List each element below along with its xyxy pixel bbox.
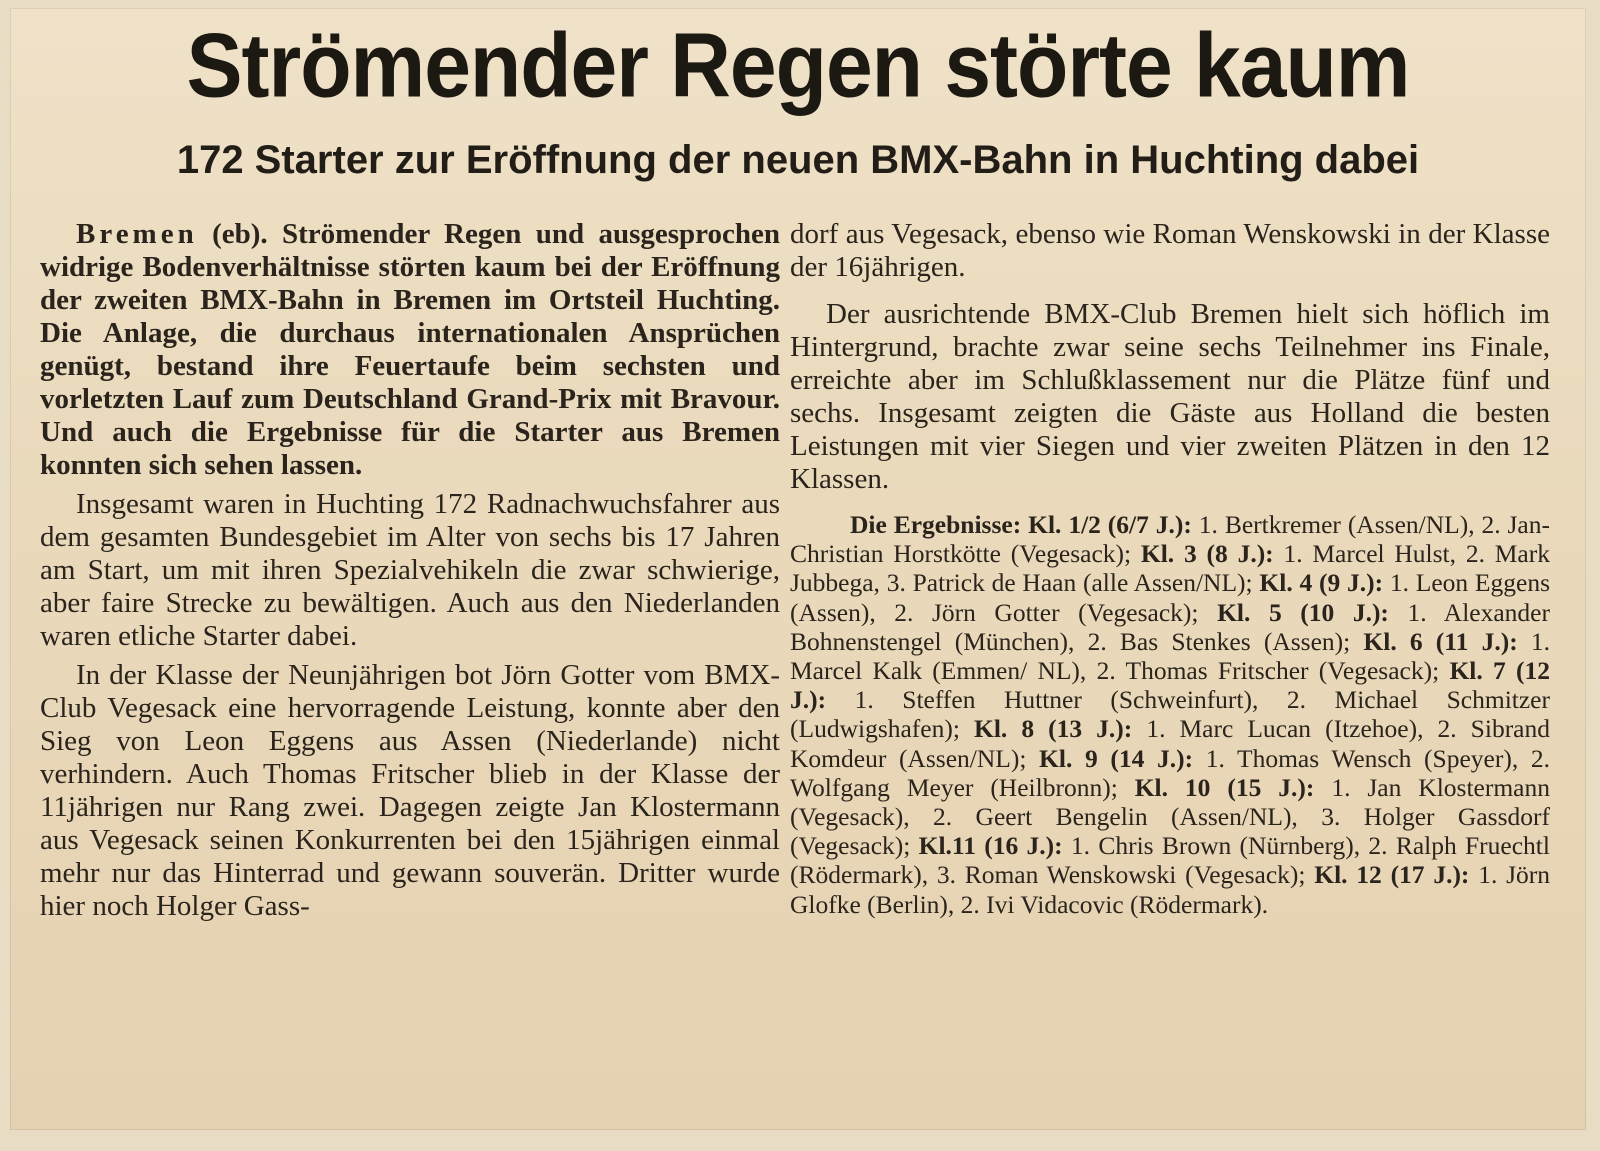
result-entry: 1. Marcel Hulst, 2. Mark Jubbega, 3. Patrick de Haan (alle Assen/NL); (790, 539, 1550, 598)
result-entry: 1. Marcel Kalk (Emmen/ NL), 2. Thomas Fritscher (Vegesack); (790, 626, 1550, 686)
result-entry: 1. Thomas Wensch (Speyer), 2. Wolfgang Meyer (Heilbronn); (790, 743, 1550, 802)
result-class-label: Kl. 10 (15 J.): (1134, 772, 1315, 802)
body-paragraph-2: Insgesamt waren in Huchting 172 Radnachwuchsfahrer aus dem gesamten Bundesgebiet im Alter von sechs bis 17 Jahren am Start, um mit ihren Spezialvehikeln die zwar schwierige, aber faire Strecke zu bewältigen. Auch aus den Niederlanden waren etliche Starter dabei. (40, 488, 780, 652)
result-class-label: Kl. 7 (12 J.): (790, 656, 1550, 715)
result-entry: 1. Jörn Glofke (Berlin), 2. Ivi Vidacovic (Rödermark). (790, 860, 1550, 919)
result-entry: 1. Leon Eggens (Assen), 2. Jörn Gotter (Vegesack); (790, 568, 1550, 627)
body-paragraph-continued: dorf aus Vegesack, ebenso wie Roman Wenskowski in der Klasse der 16jährigen. (790, 218, 1550, 283)
result-class-label: Kl. 9 (14 J.): (1039, 743, 1194, 773)
dateline: Bremen (76, 218, 198, 250)
result-class-label: Kl. 6 (11 J.): (1363, 626, 1518, 656)
result-entry: 1. Jan Klostermann (Vegesack), 2. Geert Bengelin (Assen/NL), 3. Holger Gassdorf (Vegesack); (790, 772, 1550, 861)
body-paragraph-3: In der Klasse der Neunjährigen bot Jörn Gotter vom BMX-Club Vegesack eine hervorragende Leistung, konnte aber den Sieg von Leon Eggens aus Assen (Niederlande) nicht verhindern. Auch Thomas Fritscher blieb in der Klasse der 11jährigen nur Rang zwei. Dagegen zeigte Jan Klostermann aus Vegesack seinen Konkurrenten bei den 15jährigen einmal mehr nur das Hinterrad und gewann souverän. Dritter wurde hier noch Holger Gass- (40, 659, 780, 922)
results-paragraph (790, 510, 1550, 919)
left-column (40, 218, 780, 929)
newspaper-clipping (10, 8, 1586, 1130)
result-entry: 1. Bertkremer (Assen/NL), 2. Jan-Christian Horstkötte (Vegesack); (790, 510, 1550, 569)
result-class-label: Kl. 1/2 (6/7 J.): (1028, 510, 1192, 539)
result-class-label: Kl.11 (16 J.): (918, 831, 1063, 861)
result-class-label: Kl. 3 (8 J.): (1140, 539, 1274, 569)
right-column (790, 218, 1550, 925)
result-class-label: Kl. 12 (17 J.): (1314, 860, 1470, 890)
result-entry: 1. Marc Lucan (Itzehoe), 2. Sibrand Komdeur (Assen/NL); (790, 714, 1551, 773)
result-class-label: Kl. 4 (9 J.): (1259, 568, 1384, 598)
result-class-label: Kl. 8 (13 J.): (974, 714, 1133, 744)
result-entry: 1. Steffen Huttner (Schweinfurt), 2. Michael Schmitzer (Ludwigshafen); (790, 685, 1550, 744)
result-entry: 1. Alexander Bohnenstengel (München), 2. Bas Stenkes (Assen); (790, 597, 1550, 656)
lead-text: (eb). Strömender Regen und ausgesprochen widrige Bodenverhältnisse störten kaum bei der Eröffnung der zweiten BMX-Bahn in Bremen im Ortsteil Huchting. Die Anlage, die durchaus internationalen Ansprüchen genügt, bestand ihre Feuertaufe beim sechsten und vorletzten Lauf zum Deutschland Grand-Prix mit Bravour. Und auch die Ergebnisse für die Starter aus Bremen konnten sich sehen lassen. (40, 218, 780, 481)
subheadline: 172 Starter zur Eröffnung der neuen BMX-Bahn in Huchting dabei (176, 138, 1420, 182)
headline: Strömender Regen störte kaum (186, 14, 1410, 116)
result-entry: 1. Chris Brown (Nürnberg), 2. Ralph Fruechtl (Rödermark), 3. Roman Wenskowski (Vegesack); (790, 831, 1550, 890)
lead-paragraph (40, 218, 780, 482)
results-label: Die Ergebnisse: (850, 510, 1022, 539)
result-class-label: Kl. 5 (10 J.): (1217, 597, 1389, 627)
body-paragraph-4: Der ausrichtende BMX-Club Bremen hielt sich höflich im Hintergrund, brachte zwar seine sechs Teilnehmer ins Finale, erreichte aber im Schlußklassement nur die Plätze fünf und sechs. Insgesamt zeigten die Gäste aus Holland die besten Leistungen mit vier Siegen und vier zweiten Plätzen in den 12 Klassen. (790, 298, 1550, 495)
